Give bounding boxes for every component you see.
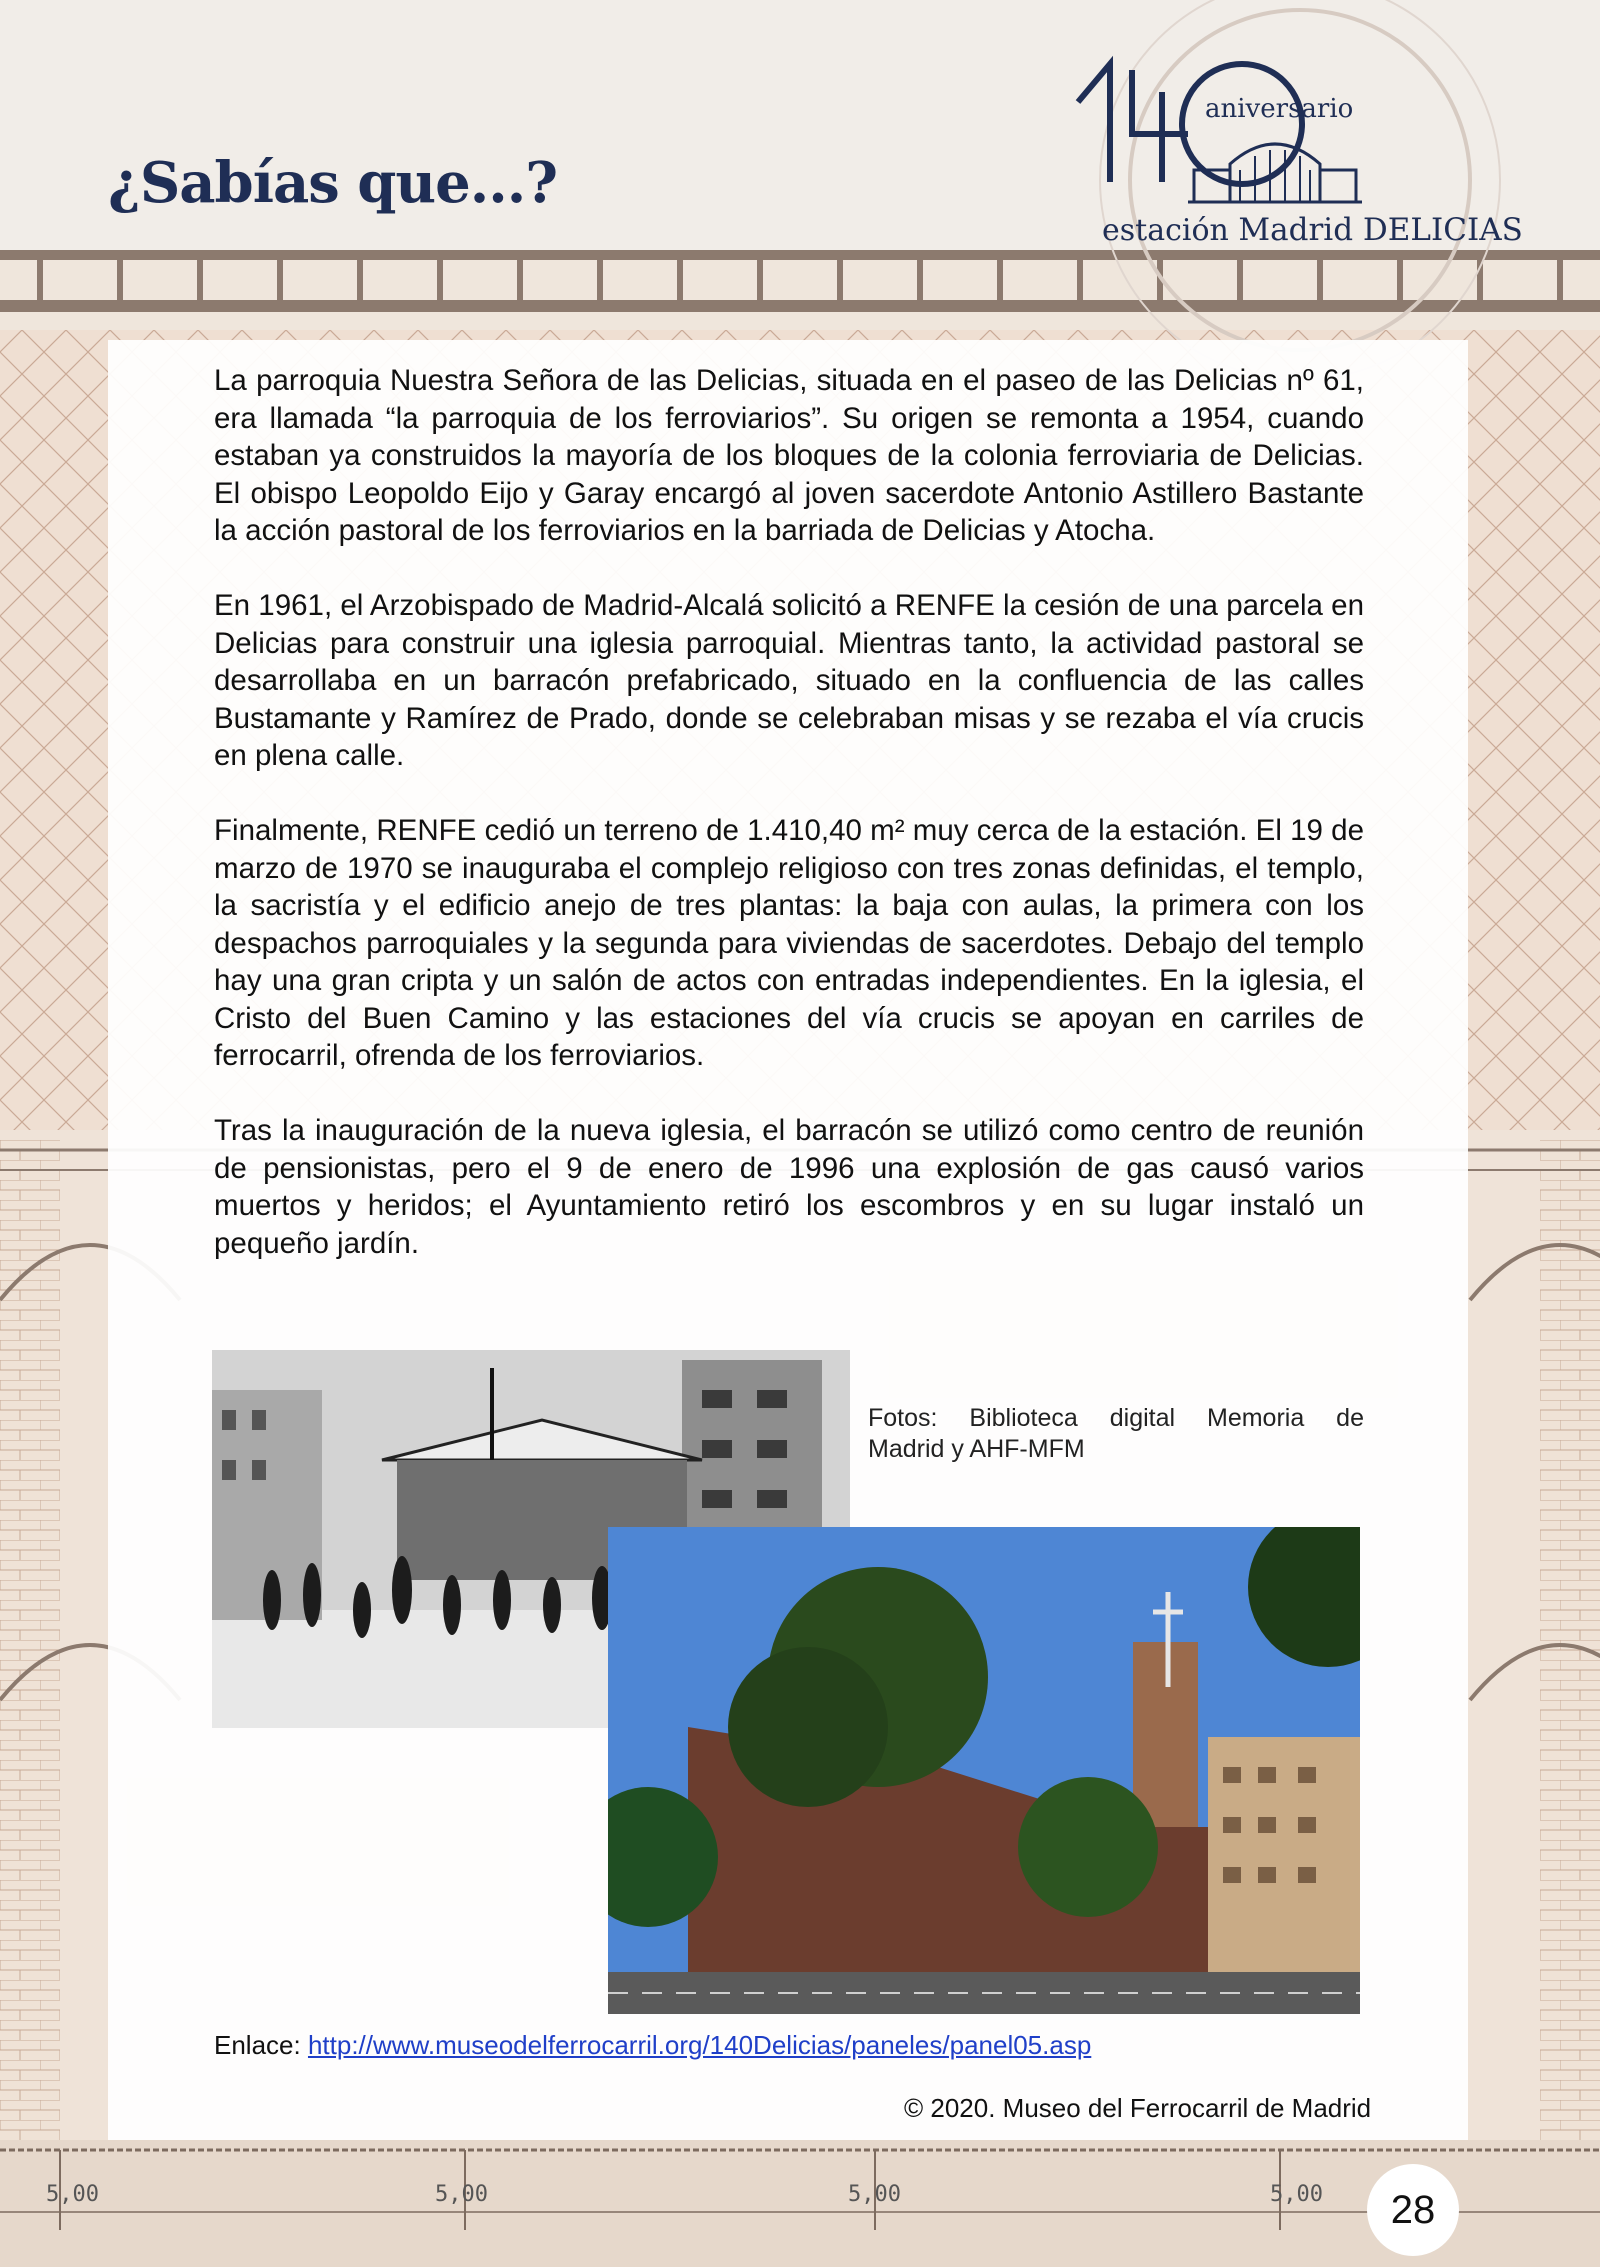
anniversary-logo: [1070, 52, 1523, 252]
article-body: [214, 362, 1364, 1300]
paragraph-3: Finalmente, RENFE cedió un terreno de 1.410,40 m² muy cerca de la estación. El 19 de marzo de 1970 se inauguraba el complejo religioso con tres zonas definidas, el templo, la sacristía y el edificio anejo de tres plantas: la baja con aulas, la primera con los despachos parroquiales y la segunda para viviendas de sacerdotes. Debajo del templo hay una gran cripta y un salón de actos con entradas independientes. En la iglesia, el Cristo del Buen Camino y las estaciones del vía crucis se apoyan en carriles de ferrocarril, ofrenda de los ferroviarios.: [214, 814, 1364, 1072]
museum-panel-link[interactable]: http://www.museodelferrocarril.org/140Delicias/paneles/panel05.asp: [307, 2030, 1092, 2060]
paragraph-2: En 1961, el Arzobispado de Madrid-Alcalá solicitó a RENFE la cesión de una parcela en Delicias para construir una iglesia parroquial. Mientras tanto, la actividad pastoral se desarrollaba en un barracón prefabricado, situado en la confluencia de las calles Bustamante y Ramírez de Prado, donde se celebraban misas y se rezaba el vía crucis en plena calle.: [214, 589, 1364, 772]
logo-140-mark: [1070, 52, 1480, 212]
page-number-badge: [1367, 2164, 1459, 2256]
logo-station-city: Madrid DELICIAS: [1238, 212, 1523, 248]
modern-photo-drawing: [608, 1527, 1360, 2014]
page-title: ¿Sabías que...?: [108, 150, 558, 216]
modern-church-photo: [608, 1527, 1360, 2014]
dimension-label: 5,00: [435, 2182, 488, 2207]
dimension-label: 5,00: [1270, 2182, 1323, 2207]
dimension-label: 5,00: [848, 2182, 901, 2207]
page-number: 28: [1390, 2187, 1436, 2232]
photo-credit-caption: [868, 1403, 1364, 1465]
copyright-notice: © 2020. Museo del Ferrocarril de Madrid: [904, 2093, 1372, 2123]
logo-station-name: [1102, 212, 1523, 248]
link-line: [214, 2030, 1091, 2061]
paragraph-4: Tras la inauguración de la nueva iglesia, el barracón se utilizó como centro de reunión de pensionistas, pero el 9 de enero de 1996 una explosión de gas causó varios muertos y heridos; el Ayuntamiento retiró los escombros y en su lugar instaló un pequeño jardín.: [214, 1114, 1364, 1260]
caption-line-1: Fotos: Biblioteca digital Memoria de: [868, 1404, 1364, 1432]
dimension-label: 5,00: [46, 2182, 99, 2207]
link-label: Enlace:: [214, 2030, 301, 2060]
logo-aniversario-text: aniversario: [1205, 94, 1354, 124]
logo-station-prefix: estación: [1102, 213, 1229, 248]
paragraph-1: La parroquia Nuestra Señora de las Delicias, situada en el paseo de las Delicias nº 61, era llamada “la parroquia de los ferroviarios”. Su origen se remonta a 1954, cuando estaban ya construidos la mayoría de los bloques de la colonia ferroviaria de Delicias. El obispo Leopoldo Eijo y Garay encargó al joven sacerdote Antonio Astillero Bastante la acción pastoral de los ferroviarios en la barriada de Delicias y Atocha.: [214, 364, 1364, 547]
caption-line-2: Madrid y AHF-MFM: [868, 1435, 1085, 1463]
